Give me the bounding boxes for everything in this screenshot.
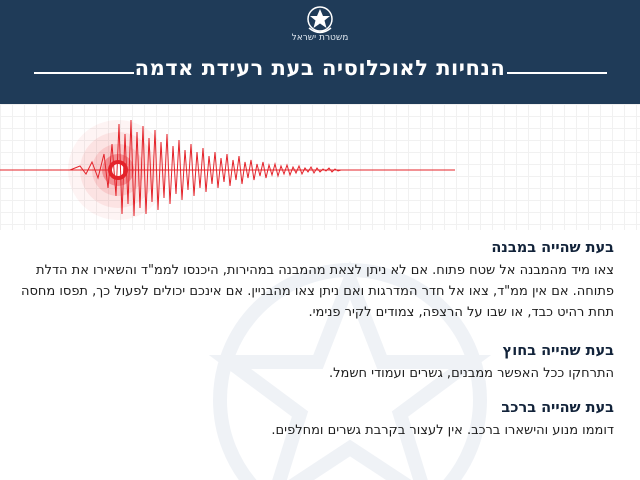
seismograph-panel	[0, 104, 640, 230]
org-name: משטרת ישראל	[291, 33, 349, 43]
section-text: התרחקו ככל האפשר ממבנים, גשרים ועמודי חשמל.	[328, 366, 614, 381]
section-heading: בעת שהייה ברכב	[501, 400, 614, 416]
section-text: דוממו מנוע והישארו ברכב. אין לעצור בקרבת גשרים ומחלפים.	[271, 423, 614, 438]
seismograph-wave-icon	[0, 104, 640, 230]
section-heading: בעת שהייה במבנה	[491, 240, 614, 256]
section-in-building	[18, 236, 614, 323]
title-divider-right	[507, 72, 607, 74]
header-banner	[0, 0, 640, 104]
section-heading: בעת שהייה בחוץ	[502, 343, 614, 359]
guidelines-content	[18, 236, 614, 441]
title-divider-left	[34, 72, 134, 74]
section-outdoors	[18, 339, 614, 384]
page-title: הנחיות לאוכלוסיה בעת רעידת אדמה	[134, 56, 506, 80]
section-text: צאו מיד מהמבנה אל שטח פתוח. אם לא ניתן לצאת מהמבנה במהירות, היכנסו לממ"ד והשאירו את הדלת פתוחה. אם אין ממ"ד, צאו אל חדר המדרגות ואם ניתן צאו מהבניין. אם אינכם יכולים לפעול כך, תפסו מחסה תחת רהיט כבד, או שבו על הרצפה, צמודים לקיר פנימי.	[20, 263, 614, 320]
section-in-vehicle	[18, 396, 614, 441]
